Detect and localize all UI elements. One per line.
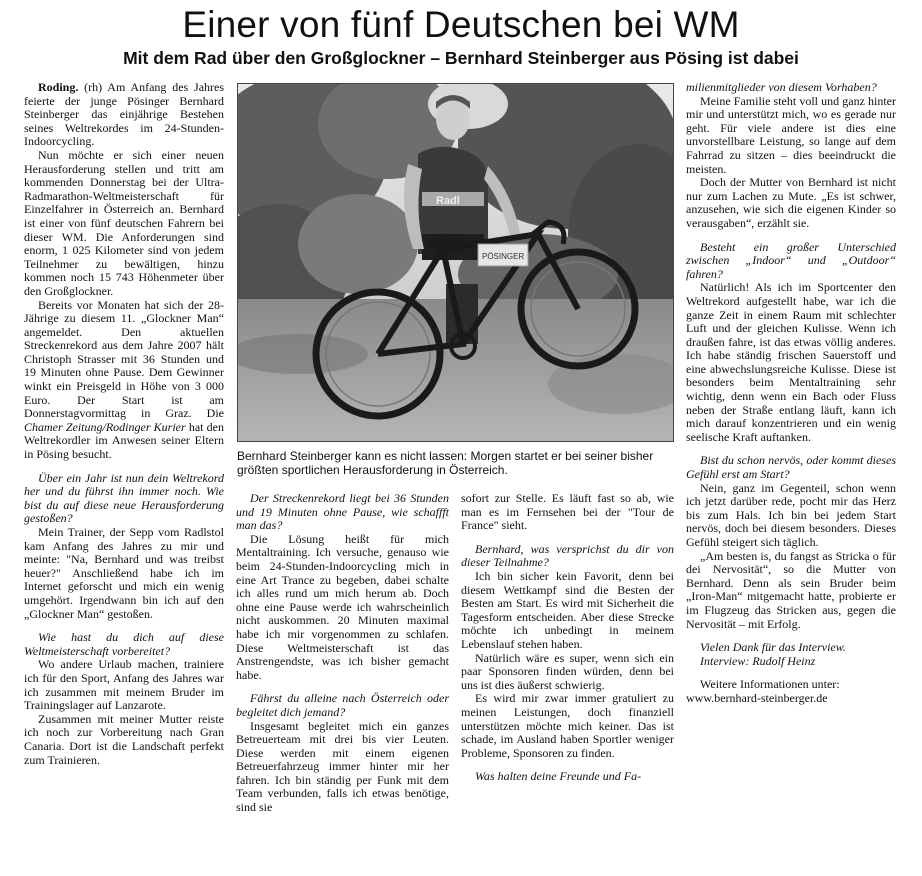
interview-question: Was halten deine Freunde und Fa-: [475, 769, 642, 784]
more-info-label: Weitere Informationen unter:: [700, 677, 840, 692]
article-column-2: [236, 492, 449, 815]
article-column-4: [686, 81, 896, 706]
interview-question: milienmitglieder von diesem Vorhaben?: [686, 80, 877, 94]
jersey-text: Radl: [436, 195, 460, 207]
interview-answer: Wo andere Urlaub machen, trainiere ich für den Sport, Anfang des Jahres war ich zusammen mit meinem Bruder im Trainingslager auf Lanzarote.: [24, 657, 224, 713]
interview-question: Bist du schon nervös, oder kommt dieses Gefühl erst am Start?: [686, 453, 896, 482]
paragraph: [24, 299, 224, 462]
interview-question: Der Streckenrekord liegt bei 36 Stunden und 19 Minuten ohne Pause, wie schaffft man das?: [236, 491, 449, 533]
interview-answer: Meine Familie steht voll und ganz hinter mir und unterstützt mich, wo es gerade nur geht. Für viele andere ist dies eine unvorstellbare Leistung, so lange auf dem Fahrrad zu sitzen – dies beeindruckt die meisten.: [686, 93, 896, 176]
subline: Mit dem Rad über den Großglockner – Bernhard Steinberger aus Pösing ist dabei: [123, 48, 799, 68]
interview-question: Wie hast du dich auf diese Weltmeisterschaft vorbereitet?: [24, 630, 224, 658]
interview-answer: Zusammen mit meiner Mutter reiste ich noch zur Vorbereitung nach Gran Canaria. Dort ist die Landschaft perfekt zum Trainieren.: [24, 711, 224, 767]
interview-answer: Natürlich wäre es super, wenn sich ein paar Sponsoren finden würden, denn bei uns ist dies äußerst schwierig.: [461, 650, 674, 692]
photo-caption: Bernhard Steinberger kann es nicht lassen: Morgen startet er bei seiner bisher größten sportlichen Herausforderung in Österreich.: [237, 449, 654, 477]
interview-answer: „Am besten is, du fangst as Stricka o für dei Nervosität“, so die Mutter von Bernhard. Denn als sein Bruder beim „Iron-Man“ mitgemacht hatte, probierte er im Flugzeug das Stricken aus, gegen die Nervosität – mit Erfolg.: [686, 548, 896, 631]
article-column-3: [461, 492, 674, 784]
paragraph-text: Bereits vor Monaten hat sich der 28-Jährige zu diesem 11. „Glockner Man“ angemeldet. Den aktuellen Streckenrekord aus dem Jahre 2007 hält Christoph Strasser mit 36 Stunden und 19 Minuten ohne Pause. Dem Gewinner winkt ein Preisgeld in Höhe von 3 000 Euro. Der Start ist am Donnerstagvormittag in Graz. Die: [24, 297, 224, 421]
paragraph: Nun möchte er sich einer neuen Herausforderung stellen und tritt am kommenden Donnerstag bei der Ultra-Radmarathon-Weltmeisterschaft für Einzelfahrer in Österreich an. Bernhard ist einer von fünf deutschen Fahrern bei dieser WM. Die Anforderungen sind enorm, 1 025 Kilometer sind von jedem Teilnehmer zu bewältigen, hinzu kommen noch 15 743 Höhenmeter über den Großglockner.: [24, 147, 224, 298]
interview-question: Besteht ein großer Unterschied zwischen „Indoor“ und „Outdoor“ fahren?: [686, 239, 896, 281]
headline: Einer von fünf Deutschen bei WM: [182, 4, 740, 45]
newspaper-name: Chamer Zeitung/Rodinger Kurier: [24, 419, 186, 434]
interview-answer: Insgesamt begleitet mich ein ganzes Betreuerteam mit drei bis vier Leuten. Diese werden mit einem eigenen Betreuerfahrzeug immer hinter mir her fahren. Ich bin ständig per Funk mit dem Team verbunden, falls ich etwas benötige, sind sie: [236, 718, 449, 815]
photo-cyclist-with-bike: [237, 83, 674, 442]
article-column-1: [24, 81, 224, 767]
closing-thanks: Vielen Dank für das Interview.: [700, 640, 846, 655]
interview-answer: Mein Trainer, der Sepp vom Radlstol kam Anfang des Jahres zu mir und meinte: "Na, Bernhard und was treibst heuer?" Anschließend habe ich im Internet geforscht und mich ein wenig umgehört. Irgendwann bin ich auf den „Glockner Man“ gestoßen.: [24, 525, 224, 621]
interview-question: Über ein Jahr ist nun dein Weltrekord her und du führst ihn immer noch. Wie bist du auf diese neue Herausforderung gestoßen?: [24, 470, 224, 526]
lead-text: (rh) Am Anfang des Jahres feierte der junge Pösinger Bernhard Steinberger das einjährige Bestehen seines Weltrekordes im 24-Stunden-Indoorcycling.: [24, 80, 225, 149]
website-link[interactable]: www.bernhard-steinberger.de: [686, 690, 828, 705]
race-board-text: PÖSINGER: [482, 252, 525, 261]
interview-answer: Doch der Mutter von Bernhard ist nicht nur zum Lachen zu Mute. „Es ist schwer, anzusehen, wie sich die eigenen Kinder so verausgaben“, erzählt sie.: [686, 175, 896, 230]
interview-answer: Es wird mir zwar immer gratuliert zu meinen Leistungen, doch finanziell unterstützen möchte mich keiner. Das ist schade, im Ausland haben Sportler weniger Probleme, Sponsoren zu finden.: [461, 691, 674, 760]
interview-answer: Die Lösung heißt für mich Mentaltraining. Ich versuche, genauso wie beim 24-Stunden-Indoorcycling mich in eine Art Trance zu begeben, dabei schalte ich alles rund um mich herum ab. Doch ohne eine Pause werde ich wahrscheinlich nicht auskommen. 20 Minuten maximal habe ich mir vorgenommen zu schlafen. Diese Weltmeisterschaft ist das Anstrengendste, was ich bisher gemacht habe.: [236, 531, 449, 682]
paragraph-text: hat den Weltrekordler im Anwesen seiner Eltern in Pösing besucht.: [24, 419, 224, 462]
lead-paragraph: [24, 81, 224, 149]
interview-answer: Ich bin sicher kein Favorit, denn bei diesem Wettkampf sind die Besten der Besten am Start. Es wird mit Sicherheit die Tagesform entscheiden. Aber diese Strecke möchte ich unbedingt in meinem Lebenslauf stehen haben.: [461, 568, 674, 651]
interview-question: Bernhard, was versprichst du dir von dieser Teilnahme?: [461, 541, 674, 570]
interview-answer: Nein, ganz im Gegenteil, schon wenn ich jetzt darüber rede, pocht mir das Herz bis zum Hals. Ich bin bei jedem Start nervös, doch bei diesem besonders. Dieses Gefühl steigert sich täglich.: [686, 480, 896, 549]
dateline: Roding.: [38, 80, 79, 94]
interview-answer: Natürlich! Als ich im Sportcenter den Weltrekord aufgestellt habe, war ich die ganze Zeit in einem Raum mit schlechter Luft und der gleichen Kulisse. Wenn ich draußen fahre, ist das etwas völlig anderes. Ich habe ständig frischen Sauerstoff und eine abwechslungsreiche Kulisse. Diese ist besonders beim Mentaltraining sehr wichtig, denn wenn ein Bach oder Fluss neben der Straße entlang läuft, kann ich mich darauf konzentrieren und ein wenig seelische Kraft auftanken.: [686, 280, 896, 444]
photo-illustration: [238, 84, 673, 441]
interview-credit: Interview: Rudolf Heinz: [700, 653, 816, 668]
interview-answer: sofort zur Stelle. Es läuft fast so ab, wie man es im Fernsehen bei der "Tour de France" sieht.: [461, 491, 674, 533]
interview-question: Fährst du alleine nach Österreich oder begleitet dich jemand?: [236, 691, 449, 719]
